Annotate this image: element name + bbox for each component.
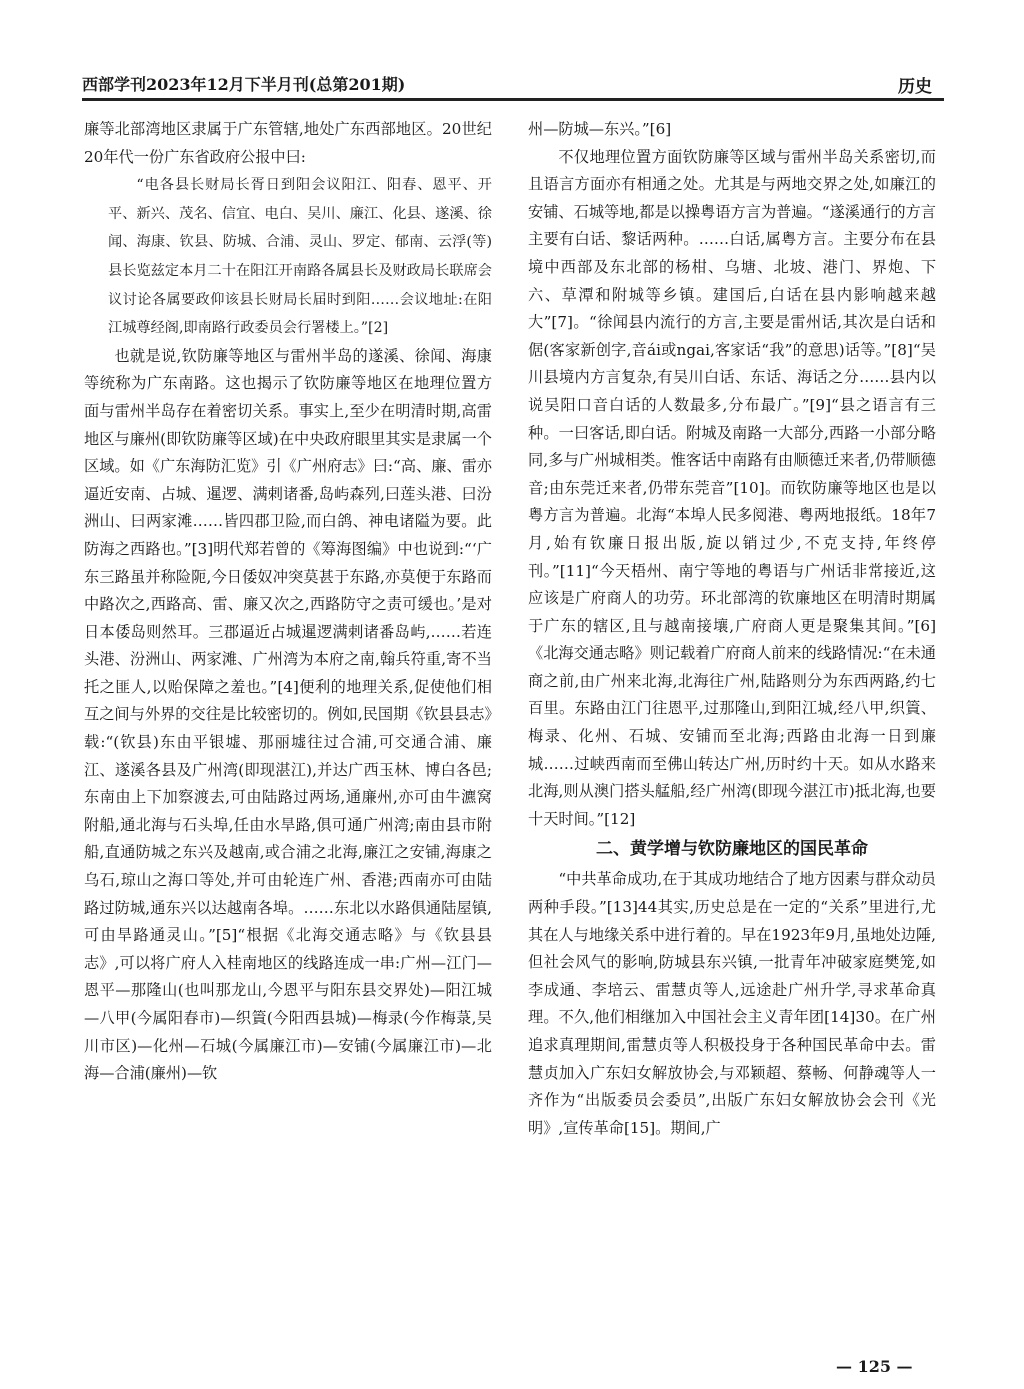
paragraph: 州—防城—东兴。”[6] [528,120,672,138]
page-number: — 125 — [836,1357,913,1376]
right-column [528,116,936,1142]
left-column [84,116,492,1088]
paragraph: 也就是说,钦防廉等地区与雷州半岛的遂溪、徐闻、海康等统称为广东南路。这也揭示了钦防廉等地区在地理位置方面与雷州半岛存在着密切关系。事实上,至少在明清时期,高雷地区与廉州(即钦防廉等区域)在中央政府眼里其实是隶属一个区域。如《广东海防汇览》引《广州府志》曰:“高、廉、雷亦逼近安南、占城、暹逻、满剌诸番,岛屿森列,曰莲头港、曰汾洲山、曰两家滩……皆四郡卫险,而白鸽、神电诸隘为要。此防海之西路也。”[3]明代郑若曾的《筹海图编》中也说到:“‘广东三路虽并称险阨,今日倭奴冲突莫甚于东路,亦莫便于东路而中路次之,西路高、雷、廉又次之,西路防守之责可缓也。’是对日本倭岛则然耳。三郡逼近占城暹逻满剌诸番岛屿,……若连头港、汾洲山、两家滩、广州湾为本府之南,翰兵符重,寄不当托之匪人,以贻保障之羞也。”[4]便利的地理关系,促使他们相互之间与外界的交往是比较密切的。例如,民国期《钦县县志》载:“(钦县)东由平银墟、那丽墟往过合浦,可交通合浦、廉江、遂溪各县及广州湾(即现湛江),并达广西玉林、博白各邑;东南由上下加察渡去,可由陆路过两场,通廉州,亦可由牛瀌窝附船,通北海与石头埠,任由水旱路,俱可通广州湾;南由县市附船,直通防城之东兴及越南,或合浦之北海,廉江之安铺,海康之乌石,琼山之海口等处,并可由轮连广州、香港;西南亦可由陆路过防城,通东兴以达越南各埠。……东北以水路俱通陆屋镇,可由旱路通灵山。”[5]“根据《北海交通志略》与《钦县县志》,可以将广府人入桂南地区的线路连成一串:广州—江门—恩平—那隆山(也叫那龙山,今恩平与阳东县交界处)—阳江城—八甲(今属阳春市)—织篢(今阳西县城)—梅录(今作梅菉,吴川市区)—化州—石城(今属廉江市)—安铺(今属廉江市)—北海—合浦(廉州)—钦 [84,346,492,1083]
section-title: 历史 [898,77,932,97]
paragraph: 不仅地理位置方面钦防廉等区域与雷州半岛关系密切,而且语言方面亦有相通之处。尤其是与两地交界之处,如廉江的安铺、石城等地,都是以操粤语方言为普遍。“遂溪通行的方言主要有白话、黎话两种。……白话,属粤方言。主要分布在县境中西部及东北部的杨柑、乌塘、北坡、港门、界炮、下六、草潭和附城等乡镇。建国后,白话在县内影响越来越大”[7]。“徐闻县内流行的方言,主要是雷州话,其次是白话和倨(客家新创字,音ái或ngai,客家话“我”的意思)话等。”[8]“吴川县境内方言复杂,有吴川白话、东话、海话之分……县内以说吴阳口音白话的人数最多,分布最广。”[9]“县之语言有三种。一曰客话,即白话。附城及南路一大部分,西路一小部分略同,多与广州城相类。惟客话中南路有由顺德迁来者,仍带顺德音;由东莞迁来者,仍带东莞音”[10]。而钦防廉等地区也是以粤方言为普遍。北海“本埠人民多阅港、粤两地报纸。18年7月,始有钦廉日报出版,旋以销过少,不克支持,年终停刊。”[11]“今天梧州、南宁等地的粤语与广州话非常接近,这应该是广府商人的功劳。环北部湾的钦廉地区在明清时期属于广东的辖区,且与越南接壤,广府商人更是聚集其间。”[6]《北海交通志略》则记载着广府商人前来的线路情况:“在未通商之前,由广州来北海,北海往广州,陆路则分为东西两路,约七百里。东路由江门往恩平,过那隆山,到阳江城,经八甲,织篢、梅录、化州、石城、安铺而至北海;西路由北海一日到廉城……过峡西南而至佛山转达广州,历时约十天。如从水路来北海,则从澳门搭头艋船,经广州湾(即现今湛江市)抵北海,也要十天时间。”[12] [528,147,936,828]
section-heading: 二、黄学增与钦防廉地区的国民革命 [596,839,868,860]
header-rule [82,98,944,101]
paragraph: 廉等北部湾地区隶属于广东管辖,地处广东西部地区。20世纪20年代一份广东省政府公报中曰: [84,120,492,166]
paragraph: “中共革命成功,在于其成功地结合了地方因素与群众动员两种手段。”[13]44其实,历史总是在一定的“关系”里进行,尤其在人与地缘关系中进行着的。早在1923年9月,虽地处边陲,但社会风气的影响,防城县东兴镇,一批青年冲破家庭樊笼,如李成通、李培云、雷慧贞等人,远途赴广州升学,寻求革命真理。不久,他们相继加入中国社会主义青年团[14]30。在广州追求真理期间,雷慧贞等人积极投身于各种国民革命中去。雷慧贞加入广东妇女解放协会,与邓颖超、蔡畅、何静魂等人一齐作为“出版委员会委员”,出版广东妇女解放协会会刊《光明》,宣传革命[15]。期间,广 [528,870,936,1137]
journal-title: 西部学刊2023年12月下半月刊(总第201期) [82,75,406,94]
block-quote: “电各县长财局长胥日到阳会议阳江、阳春、恩平、开平、新兴、茂名、信宜、电白、吴川、廉江、化县、遂溪、徐闻、海康、钦县、防城、合浦、灵山、罗定、郁南、云浮(等)县长览兹定本月二十在阳江开南路各属县长及财政局长联席会议讨论各属要政仰该县长财局长届时到阳……会议地址:在阳江城尊经阁,即南路行政委员会行署楼上。”[2] [108,177,492,337]
page-header [82,70,944,100]
